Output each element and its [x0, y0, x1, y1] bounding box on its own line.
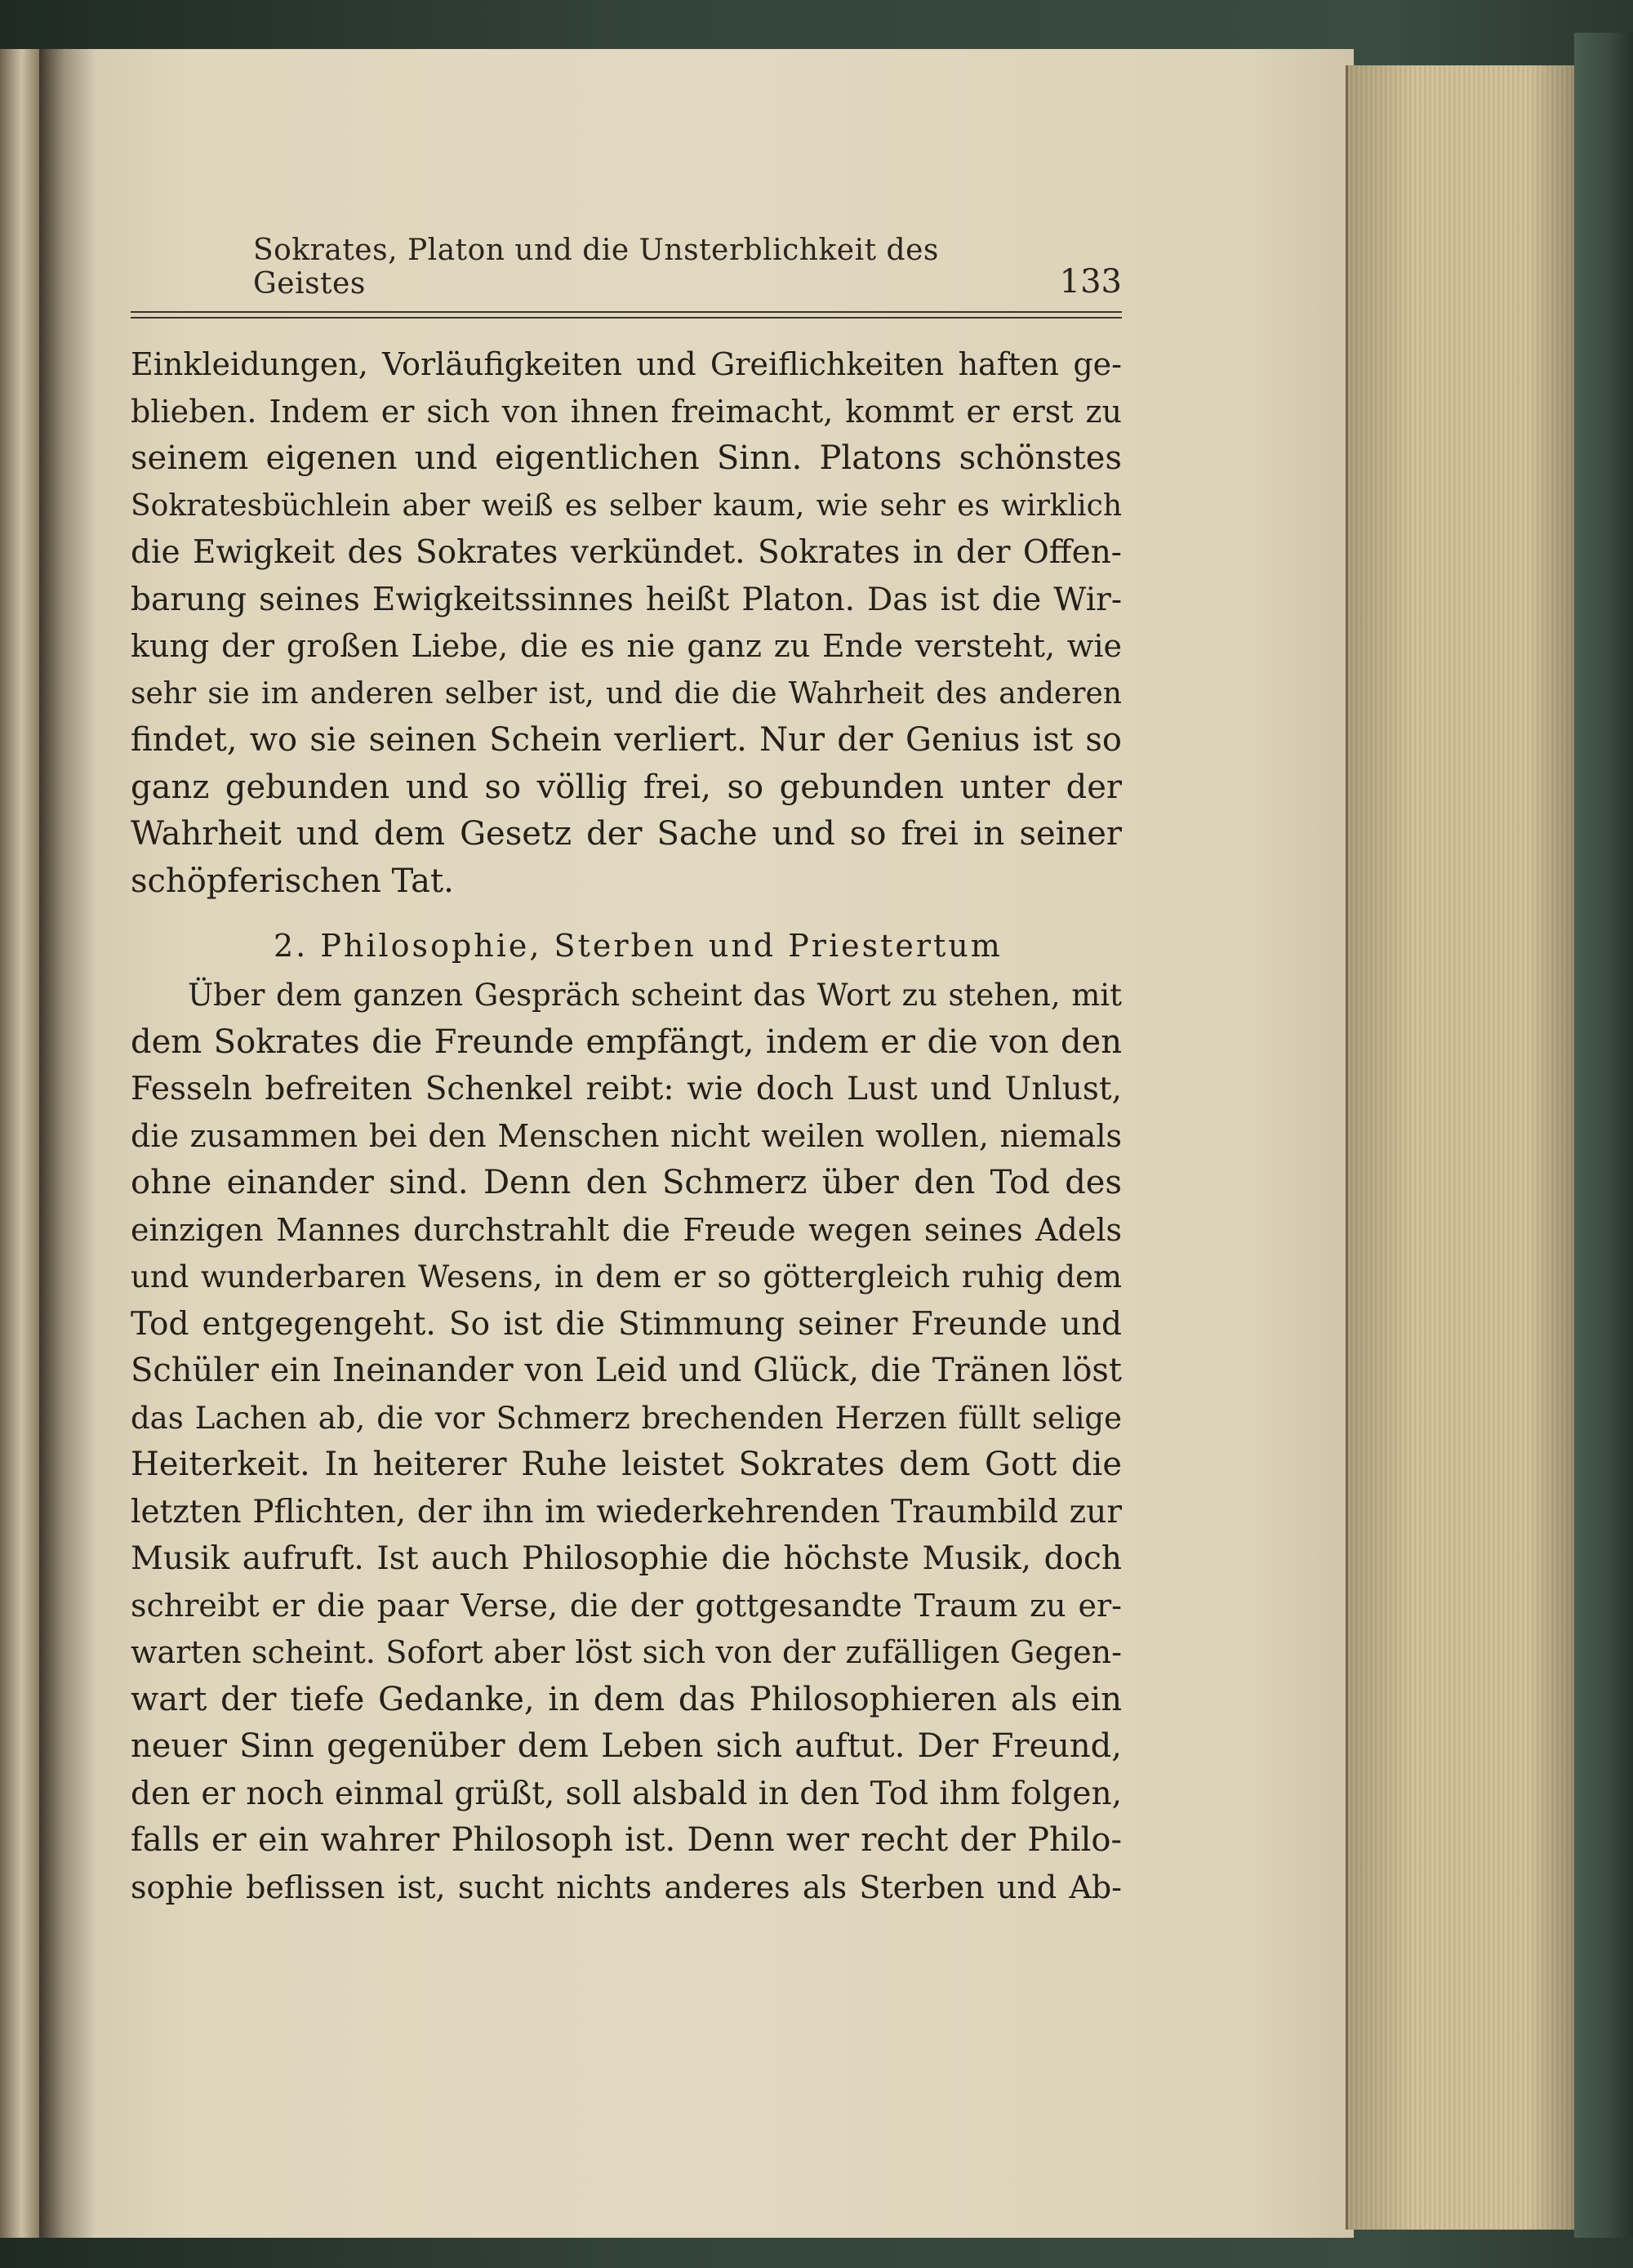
- text-line: Wahrheit und dem Gesetz der Sache und so frei in seiner: [131, 815, 1122, 853]
- text-line: Tod entgegengeht. So ist die Stimmung seiner Freunde und: [131, 1305, 1122, 1343]
- text-line: ohne einander sind. Denn den Schmerz über den Tod des: [131, 1164, 1122, 1201]
- header-rule-top: [131, 311, 1122, 313]
- page-number: 133: [1059, 263, 1122, 301]
- text-line: dem Sokrates die Freunde empfängt, indem er die von den: [131, 1023, 1122, 1061]
- page-gutter: [39, 49, 96, 2238]
- text-line: barung seines Ewigkeitssinnes heißt Platon. Das ist die Wir-: [131, 581, 1122, 618]
- text-line: das Lachen ab, die vor Schmerz brechenden Herzen füllt selige: [131, 1400, 1122, 1436]
- text-line: neuer Sinn gegenüber dem Leben sich auftut. Der Freund,: [131, 1727, 1122, 1765]
- text-line: ganz gebunden und so völlig frei, so gebunden unter der: [131, 768, 1122, 806]
- text-line: Sokratesbüchlein aber weiß es selber kaum, wie sehr es wirklich: [131, 488, 1122, 523]
- text-line: Einkleidungen, Vorläufigkeiten und Greiflichkeiten haften ge-: [131, 346, 1122, 382]
- text-line: und wunderbaren Wesens, in dem er so göttergleich ruhig dem: [131, 1259, 1122, 1294]
- text-line: die Ewigkeit des Sokrates verkündet. Sokrates in der Offen-: [131, 534, 1122, 571]
- text-line: schöpferischen Tat.: [131, 862, 454, 900]
- running-title: Sokrates, Platon und die Unsterblichkeit des Geistes: [253, 234, 939, 301]
- text-line: sehr sie im anderen selber ist, und die die Wahrheit des anderen: [131, 676, 1122, 711]
- text-line: Schüler ein Ineinander von Leid und Glück, die Tränen löst: [131, 1352, 1122, 1389]
- text-line: den er noch einmal grüßt, soll alsbald in den Tod ihm folgen,: [131, 1775, 1122, 1812]
- page-body: [131, 341, 1122, 1911]
- text-line: falls er ein wahrer Philosoph ist. Denn wer recht der Philo-: [131, 1821, 1122, 1859]
- paragraph-2: [131, 972, 1122, 1911]
- text-line: schreibt er die paar Verse, die der gottgesandte Traum zu er-: [131, 1587, 1122, 1624]
- page-block-shade: [1346, 65, 1574, 2230]
- facing-page-edge: [0, 49, 41, 2238]
- text-line: findet, wo sie seinen Schein verliert. Nur der Genius ist so: [131, 721, 1122, 759]
- text-line: die zusammen bei den Menschen nicht weilen wollen, niemals: [131, 1117, 1122, 1154]
- text-line: Fesseln befreiten Schenkel reibt: wie doch Lust und Unlust,: [131, 1071, 1122, 1107]
- section-heading: 2. Philosophie, Sterben und Priestertum: [274, 928, 1003, 964]
- text-line: blieben. Indem er sich von ihnen freimacht, kommt er erst zu: [131, 393, 1122, 430]
- text-line: letzten Pflichten, der ihn im wiederkehrenden Traumbild zur: [131, 1493, 1122, 1531]
- text-line: kung der großen Liebe, die es nie ganz zu Ende versteht, wie: [131, 628, 1122, 664]
- text-line: sophie beflissen ist, sucht nichts anderes als Sterben und Ab-: [131, 1869, 1122, 1905]
- text-line: einzigen Mannes durchstrahlt die Freude wegen seines Adels: [131, 1211, 1122, 1248]
- text-line: Musik aufruft. Ist auch Philosophie die höchste Musik, doch: [131, 1540, 1122, 1577]
- text-line: Über dem ganzen Gespräch scheint das Wort zu stehen, mit: [188, 978, 1122, 1013]
- book-cover-right: [1574, 33, 1633, 2238]
- text-line: wart der tiefe Gedanke, in dem das Philosophieren als ein: [131, 1680, 1122, 1718]
- text-line: seinem eigenen und eigentlichen Sinn. Platons schönstes: [131, 439, 1122, 477]
- text-line: Heiterkeit. In heiterer Ruhe leistet Sokrates dem Gott die: [131, 1446, 1122, 1483]
- text-line: warten scheint. Sofort aber löst sich von der zufälligen Gegen-: [131, 1634, 1122, 1670]
- running-header: [131, 234, 1122, 301]
- header-rule-bottom: [131, 317, 1122, 319]
- paragraph-1: [131, 341, 1122, 905]
